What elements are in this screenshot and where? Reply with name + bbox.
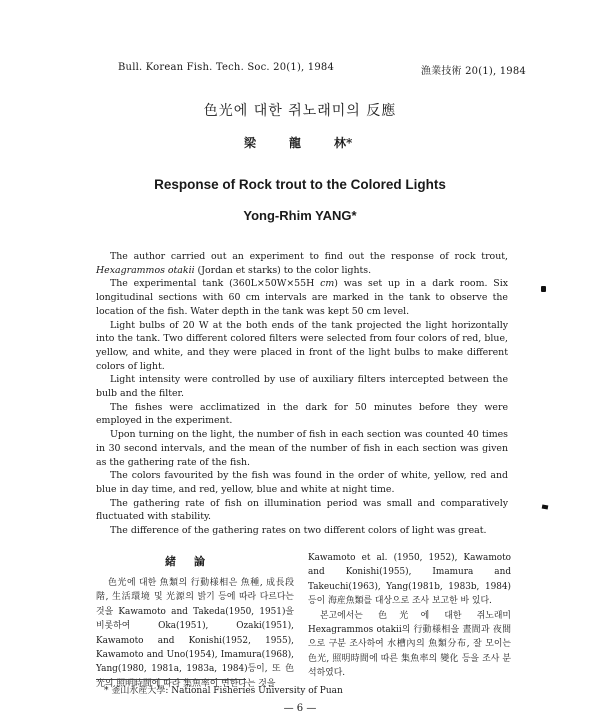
- author-korean-char-1: 梁: [244, 136, 257, 150]
- abstract-paragraph: Upon turning on the light, the number of fish in each section was counted 40 times in 30 second intervals, and the mean of the number of fish in each section was given as the gathering rate of the fish.: [96, 429, 508, 468]
- journal-header-korean: 漁業技術 20(1), 1984: [420, 66, 526, 77]
- margin-mark: [541, 286, 546, 292]
- abstract-paragraph: The experimental tank (360L×50W×55H cm) was set up in a dark room. Six longitudinal sections with 60 cm intervals are marked in the tank to observe the location of the fish. Water depth in the tank was kept 50 cm level.: [96, 278, 508, 317]
- footnote-divider: [96, 679, 246, 680]
- title-english: Response of Rock trout to the Colored Lights: [154, 177, 446, 192]
- author-korean-char-3: 林*: [334, 136, 353, 150]
- abstract: [96, 250, 508, 538]
- abstract-paragraph: The difference of the gathering rates on two different colors of light was great.: [110, 525, 487, 537]
- title-korean: 色光에 대한 쥐노래미의 反應: [203, 103, 397, 119]
- body-paragraph: 본고에서는 色光에 대한 쥐노래미 Hexagrammos otakii의 行動様相을 晝間과 夜間으로 구분 조사하여 水槽內의 魚類分布, 잘 모이는 色光, 照明時間에 따른 集魚率의 變化 등을 조사 분석하였다.: [308, 610, 511, 679]
- author-korean-char-2: 龍: [289, 136, 302, 150]
- abstract-paragraph: The colors favourited by the fish was found in the order of white, yellow, red and blue in day time, and red, yellow, blue and white at night time.: [96, 470, 508, 495]
- body-paragraph: 色光에 대한 魚類의 行動様相은 魚種, 成長段階, 生活環境 및 光源의 밝기 등에 따라 다르다는 것을 Kawamoto and Takeda(1950, 1951)을 비롯하여 Oka(1951), Ozaki(1951), Kawamoto and Konishi(1952, 1955), Kawamoto and Uno(1954), Imamura(1968), Yang(1980, 1981a, 1983a, 1984)등이, 또 色光의 照明時間에 따라 集魚率이 변한다는 것을: [96, 578, 294, 689]
- body-column-left: [96, 576, 294, 691]
- footnote: * 釜山水産大學: National Fisheries University of Puan: [104, 686, 343, 696]
- abstract-paragraph: The fishes were acclimatized in the dark for 50 minutes before they were employed in the experiment.: [96, 401, 508, 427]
- abstract-paragraph: The gathering rate of fish on illumination period was small and comparatively fluctuated with stability.: [96, 497, 508, 523]
- abstract-paragraph: Light bulbs of 20 W at the both ends of the tank projected the light horizontally into the tank. Two different colored filters were selected from four colors of red, blue, yellow, and white, and they were placed in front of the light bulbs to make different colors of light.: [96, 319, 508, 372]
- abstract-paragraph: Light intensity were controlled by use of auxiliary filters intercepted between the bulb and the filter.: [96, 374, 508, 400]
- abstract-paragraph: The author carried out an experiment to find out the response of rock trout, Hexagrammos otakii (Jordan et starks) to the color lights.: [96, 251, 508, 276]
- body-column-right: [308, 551, 511, 681]
- body-paragraph: Kawamoto et al. (1950, 1952), Kawamoto and Konishi(1955), Imamura and Takeuchi(1963), Yang(1981b, 1983b, 1984)등이 海産魚類를 대상으로 조사 보고한 바 있다.: [308, 553, 511, 607]
- journal-header-english: Bull. Korean Fish. Tech. Soc. 20(1), 1984: [118, 62, 335, 73]
- section-title-introduction: 緒論: [165, 555, 223, 568]
- margin-mark: [542, 505, 549, 510]
- page-number: — 6 —: [283, 703, 317, 714]
- author-english: Yong-Rhim YANG*: [243, 208, 357, 223]
